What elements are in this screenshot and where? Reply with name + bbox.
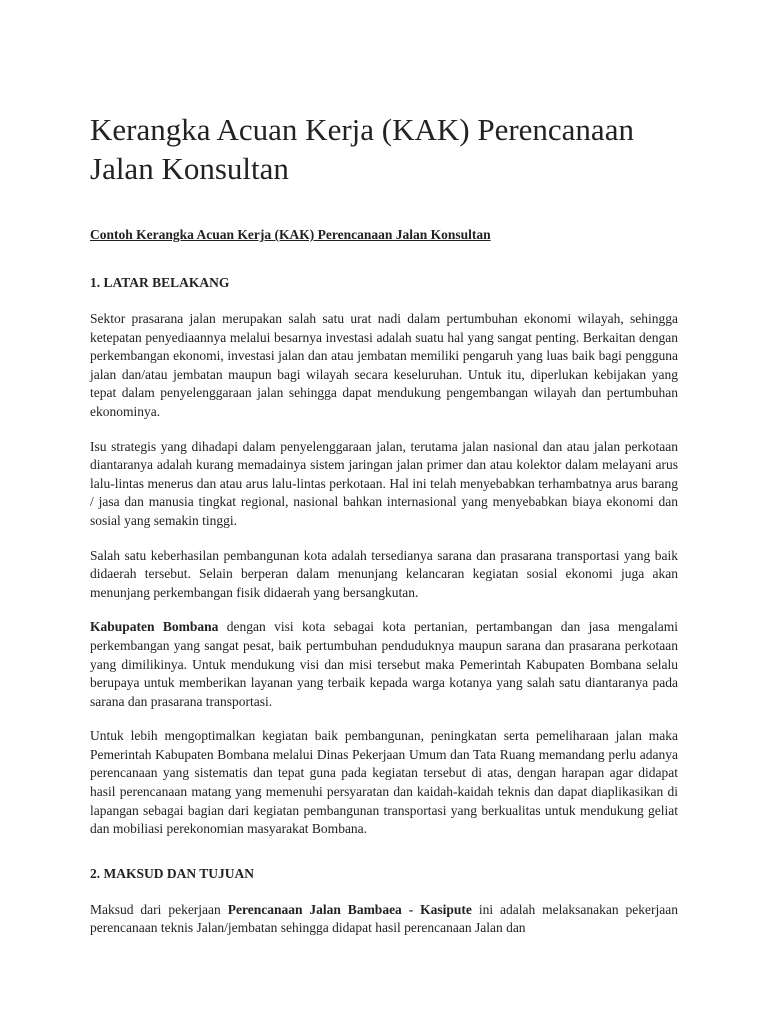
paragraph: Isu strategis yang dihadapi dalam penyelenggaraan jalan, terutama jalan nasional dan atau jalan perkotaan diantaranya adalah kurang memadainya sistem jaringan jalan primer dan atau kolektor dalam melayani arus lalu-lintas menerus dan atau arus lalu-lintas perkotaan. Hal ini telah menyebabkan terhambatnya arus barang / jasa dan manusia tingkat regional, nasional bahkan internasional yang menyebabkan biaya ekonomi dan sosial yang semakin tinggi. <box>90 438 678 528</box>
document-subtitle-link[interactable]: Contoh Kerangka Acuan Kerja (KAK) Perencanaan Jalan Konsultan <box>90 227 491 242</box>
document-title: Kerangka Acuan Kerja (KAK) Perencanaan Jalan Konsultan <box>90 112 634 186</box>
paragraph-text: dengan visi kota sebagai kota pertanian, pertambangan dan jasa mengalami perkembangan yang sangat pesat, baik pertumbuhan penduduknya maupun sarana dan prasarana perkotaan yang dimilikinya. Untuk mendukung visi dan misi tersebut maka Pemerintah Kabupaten Bombana selalu berupaya untuk memberikan layanan yang terbaik kepada warga kotanya yang salah satu diantaranya pada sarana dan prasarana transportasi. <box>90 619 678 709</box>
bold-text: Kabupaten Bombana <box>90 619 219 635</box>
bold-text: Perencanaan Jalan Bambaea - Kasipute <box>227 901 472 917</box>
section-heading-maksud-tujuan: 2. MAKSUD DAN TUJUAN <box>90 865 255 881</box>
paragraph: Sektor prasarana jalan merupakan salah satu urat nadi dalam pertumbuhan ekonomi wilayah, sehingga ketepatan penyediaannya melalui besarnya investasi adalah suatu hal yang sangat penting. Berkaitan dengan perkembangan ekonomi, investasi jalan dan atau jembatan memiliki pengaruh yang luas baik bagi pengguna jalan dan/atau jembatan maupun bagi wilayah secara keseluruhan. Untuk itu, diperlukan kebijakan yang tepat dalam penyelenggaraan jalan sehingga dapat mendukung pengembangan wilayah dan pertumbuhan ekonominya. <box>90 311 678 419</box>
paragraph-text: Maksud dari pekerjaan <box>90 901 228 917</box>
paragraph: Untuk lebih mengoptimalkan kegiatan baik pembangunan, peningkatan serta pemeliharaan jalan maka Pemerintah Kabupaten Bombana melalui Dinas Pekerjaan Umum dan Tata Ruang memandang perlu adanya perencanaan yang sistematis dan tepat guna pada kegiatan tersebut di atas, dengan harapan agar didapat hasil perencanaan matang yang memenuhi persyaratan dan kaidah-kaidah teknis dan dapat diaplikasikan di lapangan sebagai bagian dari kegiatan pembangunan transportasi yang berkualitas untuk mendukung geliat dan mobiliasi perekonomian masyarakat Bombana. <box>90 728 678 837</box>
paragraph: Salah satu keberhasilan pembangunan kota adalah tersedianya sarana dan prasarana transportasi yang baik didaerah tersebut. Selain berperan dalam menunjang kelancaran kegiatan sosial ekonomi juga akan menunjang perkembangan fisik didaerah yang bersangkutan. <box>90 547 678 600</box>
paragraph-text: ini adalah melaksanakan pekerjaan perencanaan teknis Jalan/jembatan sehingga didapat hasil perencanaan Jalan dan <box>90 901 678 936</box>
paragraph <box>90 901 678 938</box>
paragraph <box>90 618 678 711</box>
section-heading-latar-belakang: 1. LATAR BELAKANG <box>90 275 230 290</box>
